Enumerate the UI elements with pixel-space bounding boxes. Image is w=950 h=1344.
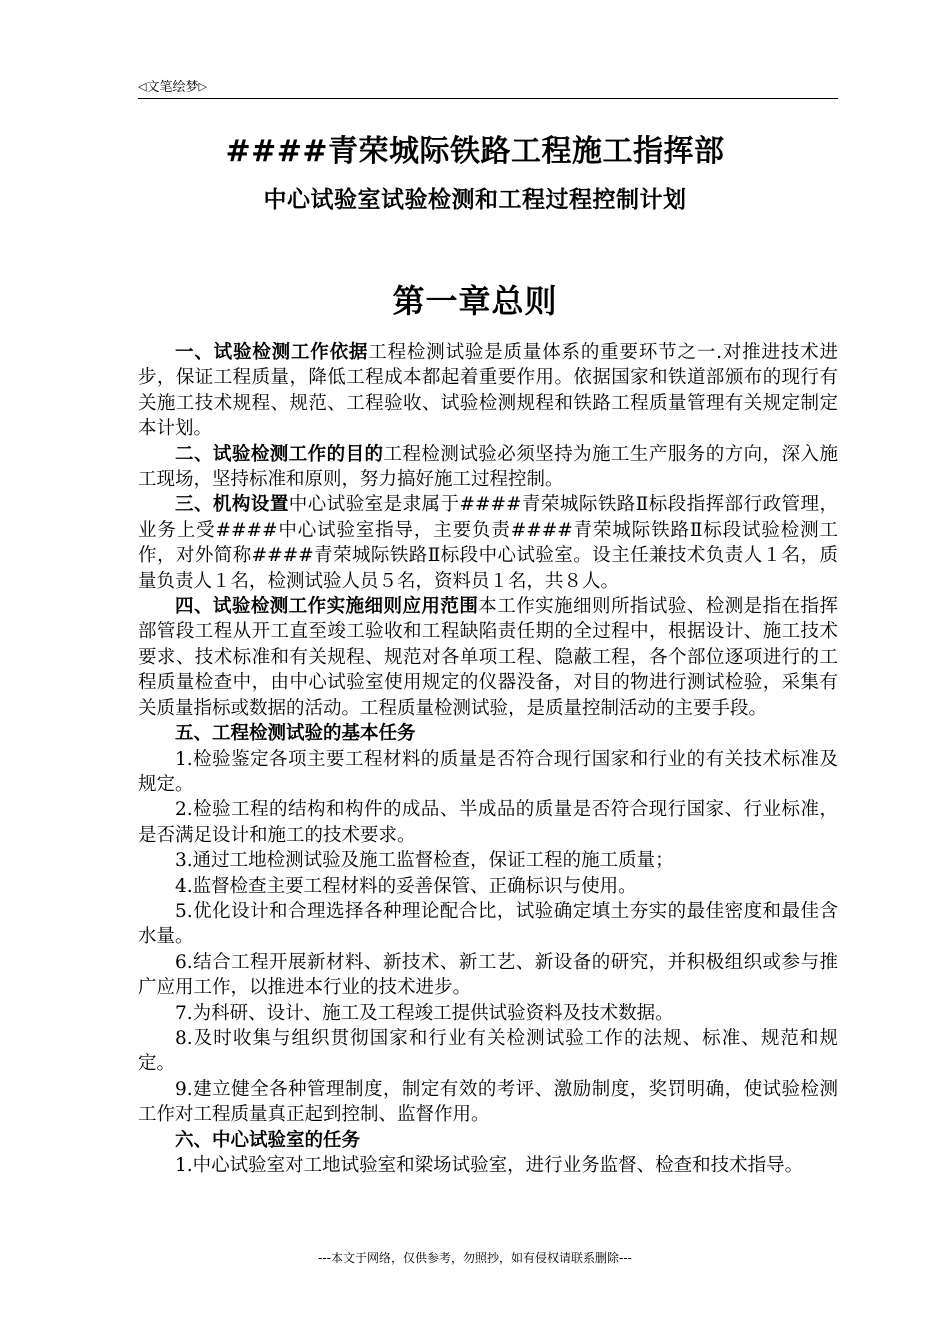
list-item-text: 6.结合工程开展新材料、新技术、新工艺、新设备的研究，并积极组织或参与推广应用工作，以推进本行业的技术进步。 <box>138 951 838 999</box>
list-item <box>138 747 838 798</box>
chapter-title: 第一章总则 <box>392 282 558 320</box>
paragraph-heading: 三、机构设置 <box>175 494 289 516</box>
list-item <box>138 874 838 899</box>
left-triangle-icon: ◁ <box>138 80 147 93</box>
paragraph-text: 本工作实施细则所指试验、检测是指在指挥部管段工程从开工直至竣工验收和工程缺陷责任期的全过程中，根据设计、施工技术要求、技术标准和有关规程、规范对各单项工程、隐蔽工程，各个部位逐项进行的工程质量检查中，由中心试验室使用规定的仪器没备，对目的物进行测试检验，采集有关质量指标或数据的活动。工程质量检测试验，是质量控制活动的主要手段。 <box>138 596 838 719</box>
header-label <box>138 76 207 95</box>
list-item <box>138 950 838 1001</box>
paragraph-text: 中心试验室是隶属于####青荣城际铁路Ⅱ标段指挥部行政管理，业务上受####中心试验室指导，主要负责####青荣城际铁路Ⅱ标段试验检测工作，对外简称####青荣城际铁路Ⅱ标段中心试验室。设主任兼技术负责人１名，质量负责人１名，检测试验人员５名，资料员１名，共８人。 <box>138 494 838 592</box>
header-text: 文笔绘梦 <box>146 80 199 95</box>
paragraph-heading: 四、试验检测工作实施细则应用范围 <box>175 596 479 618</box>
paragraph <box>138 1128 838 1153</box>
list-item-text: 7.为科研、设计、施工及工程竣工提供试验资料及技术数据。 <box>175 1002 674 1024</box>
list-item <box>138 899 838 950</box>
paragraph <box>138 721 838 746</box>
list-item <box>138 1153 838 1178</box>
list-item <box>138 1001 838 1026</box>
paragraph <box>138 492 838 594</box>
list-item-text: 4.监督检查主要工程材料的妥善保管、正确标识与使用。 <box>175 875 637 897</box>
list-item <box>138 797 838 848</box>
right-triangle-icon: ▷ <box>198 80 207 93</box>
paragraph <box>138 594 838 721</box>
body-text <box>138 340 838 1178</box>
paragraph-heading: 一、试验检测工作依据 <box>175 342 369 363</box>
paragraph-text: 工程检测试验是质量体系的重要环节之一.对推进技术进步，保证工程质量，降低工程成本都起着重要作用。依据国家和铁道部颁布的现行有关施工技术规程、规范、工程验收、试验检测规程和铁路工程质量管理有关规定制定本计划。 <box>138 342 838 440</box>
document-title: ####青荣城际铁路工程施工指挥部 <box>225 134 725 169</box>
list-item-text: 1.中心试验室对工地试验室和梁场试验室，进行业务监督、检查和技术指导。 <box>175 1155 804 1176</box>
paragraph <box>138 442 838 493</box>
list-item-text: 1.检验鉴定各项主要工程材料的质量是否符合现行国家和行业的有关技术标准及规定。 <box>138 748 838 795</box>
paragraph <box>138 340 838 442</box>
paragraph-heading: 六、中心试验室的任务 <box>175 1129 361 1151</box>
list-item <box>138 1077 838 1128</box>
paragraph-heading: 二、试验检测工作的目的 <box>175 443 384 465</box>
list-item-text: 9.建立健全各种管理制度，制定有效的考评、激励制度，奖罚明确，使试验检测工作对工程质量真正起到控制、监督作用。 <box>138 1078 838 1126</box>
list-item <box>138 1026 838 1077</box>
paragraph-heading: 五、工程检测试验的基本任务 <box>175 723 416 745</box>
list-item-text: 8.及时收集与组织贯彻国家和行业有关检测试验工作的法规、标准、规范和规定。 <box>138 1027 838 1075</box>
list-item-text: 3.通过工地检测试验及施工监督检查，保证工程的施工质量； <box>175 850 674 872</box>
page-header <box>138 74 838 99</box>
document-subtitle: 中心试验室试验检测和工程过程控制计划 <box>263 187 687 213</box>
paragraph-text: 工程检测试验必须坚持为施工生产服务的方向，深入施工现场，坚持标准和原则，努力搞好施工过程控制。 <box>138 443 838 491</box>
footer-disclaimer: ---本文于网络，仅供参考，勿照抄，如有侵权请联系删除--- <box>318 1251 632 1265</box>
list-item <box>138 848 838 873</box>
list-item-text: 5.优化设计和合理选择各种理论配合比，试验确定填土夯实的最佳密度和最佳含水量。 <box>138 900 838 948</box>
list-item-text: 2.检验工程的结构和构件的成品、半成品的质量是否符合现行国家、行业标准，是否满足设计和施工的技术要求。 <box>138 799 838 846</box>
